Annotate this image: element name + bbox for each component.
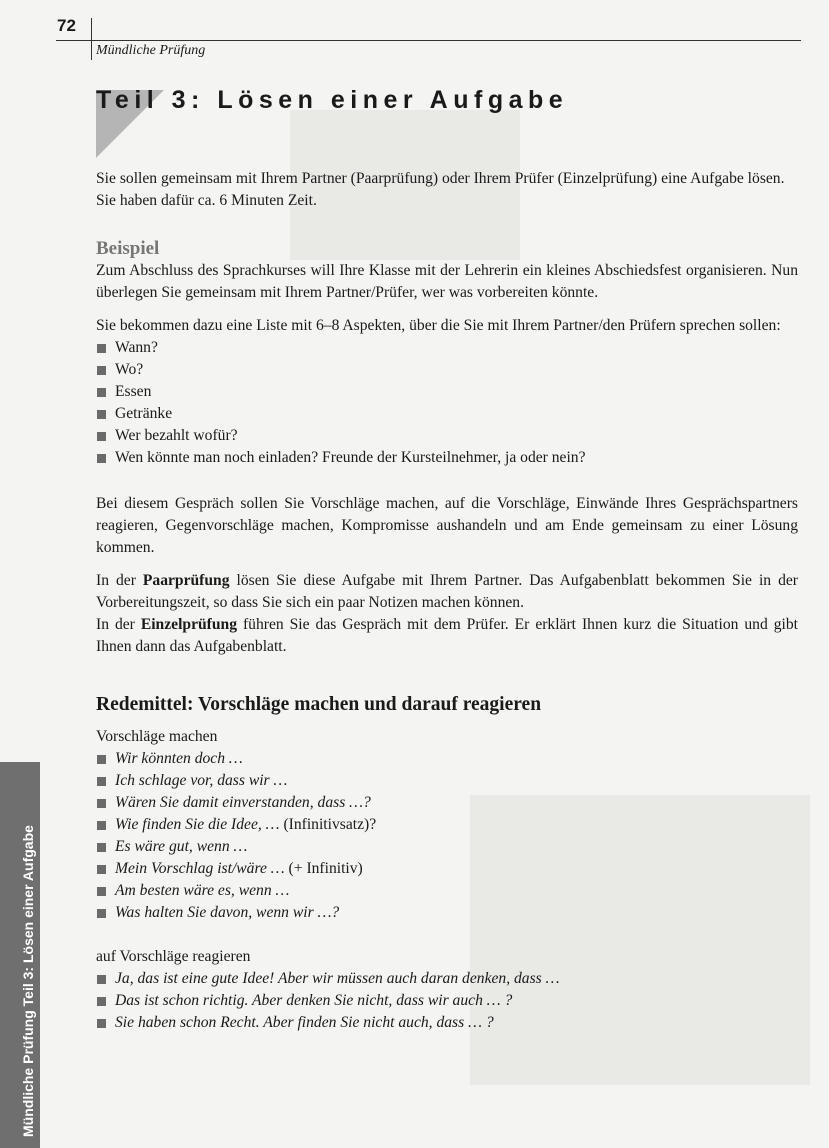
square-bullet-icon [97, 410, 106, 419]
list-item: Wie finden Sie die Idee, … (Infinitivsatz)? [96, 814, 798, 836]
square-bullet-icon [97, 821, 106, 830]
proposals-subheading: Vorschläge machen [96, 728, 218, 745]
square-bullet-icon [97, 388, 106, 397]
example-heading: Beispiel [96, 238, 160, 259]
list-item: Am besten wäre es, wenn … [96, 880, 798, 902]
single-exam-paragraph: In der Einzelprüfung führen Sie das Gespräch mit dem Prüfer. Er erklärt Ihnen kurz die Situation und gibt Ihnen dann das Aufgabenblatt. [96, 616, 798, 655]
list-item: Was halten Sie davon, wenn wir …? [96, 902, 798, 924]
list-item: Mein Vorschlag ist/wäre … (+ Infinitiv) [96, 858, 798, 880]
list-item: Wir könnten doch … [96, 748, 798, 770]
square-bullet-icon [97, 887, 106, 896]
list-item: Wo? [96, 359, 798, 381]
pair-exam-paragraph: In der Paarprüfung lösen Sie diese Aufgabe mit Ihrem Partner. Das Aufgabenblatt bekommen Sie in der Vorbereitungszeit, so dass Sie sich ein paar Notizen machen können. [96, 572, 798, 611]
page-title: Teil 3: Lösen einer Aufgabe [96, 86, 569, 114]
reactions-subheading: auf Vorschläge reagieren [96, 948, 251, 965]
proposals-list [96, 748, 798, 924]
running-header: Mündliche Prüfung [96, 43, 206, 58]
list-item: Das ist schon richtig. Aber denken Sie nicht, dass wir auch … ? [96, 990, 798, 1012]
square-bullet-icon [97, 909, 106, 918]
square-bullet-icon [97, 865, 106, 874]
list-item: Ich schlage vor, dass wir … [96, 770, 798, 792]
list-item: Getränke [96, 403, 798, 425]
square-bullet-icon [97, 997, 106, 1006]
square-bullet-icon [97, 366, 106, 375]
intro-paragraph: Sie sollen gemeinsam mit Ihrem Partner (Paarprüfung) oder Ihrem Prüfer (Einzelprüfung) eine Aufgabe lösen. [96, 170, 785, 187]
square-bullet-icon [97, 432, 106, 441]
redemittel-heading: Redemittel: Vorschläge machen und darauf reagieren [96, 694, 542, 715]
page-number-divider [91, 18, 92, 60]
list-item: Ja, das ist eine gute Idee! Aber wir müssen auch daran denken, dass … [96, 968, 798, 990]
conversation-paragraph: Bei diesem Gespräch sollen Sie Vorschläge machen, auf die Vorschläge, Einwände Ihres Gesprächspartners reagieren, Gegenvorschläge machen, Kompromisse aushandeln und am Ende gemeinsam zu einer Lösung kommen. [96, 495, 798, 556]
square-bullet-icon [97, 799, 106, 808]
aspect-list [96, 337, 798, 469]
list-intro: Sie bekommen dazu eine Liste mit 6–8 Aspekten, über die Sie mit Ihrem Partner/den Prüfern sprechen sollen: [96, 317, 781, 334]
list-item: Wann? [96, 337, 798, 359]
list-item: Sie haben schon Recht. Aber finden Sie nicht auch, dass … ? [96, 1012, 798, 1034]
page-number: 72 [57, 16, 76, 35]
list-item: Wären Sie damit einverstanden, dass …? [96, 792, 798, 814]
square-bullet-icon [97, 777, 106, 786]
main-content [96, 168, 798, 1034]
example-text: Zum Abschluss des Sprachkurses will Ihre Klasse mit der Lehrerin ein kleines Abschiedsfest organisieren. Nun überlegen Sie gemeinsam mit Ihrem Partner/Prüfer, wer was vorbereiten könnte. [96, 262, 798, 301]
side-tab-label: Mündliche Prüfung Teil 3: Lösen einer Aufgabe [20, 825, 36, 1137]
square-bullet-icon [97, 454, 106, 463]
square-bullet-icon [97, 975, 106, 984]
list-item: Essen [96, 381, 798, 403]
list-item: Wer bezahlt wofür? [96, 425, 798, 447]
square-bullet-icon [97, 344, 106, 353]
list-item: Es wäre gut, wenn … [96, 836, 798, 858]
square-bullet-icon [97, 1019, 106, 1028]
list-item: Wen könnte man noch einladen? Freunde der Kursteilnehmer, ja oder nein? [96, 447, 798, 469]
square-bullet-icon [97, 755, 106, 764]
intro-time: Sie haben dafür ca. 6 Minuten Zeit. [96, 192, 317, 209]
reactions-list [96, 968, 798, 1034]
header-rule [56, 40, 801, 41]
square-bullet-icon [97, 843, 106, 852]
